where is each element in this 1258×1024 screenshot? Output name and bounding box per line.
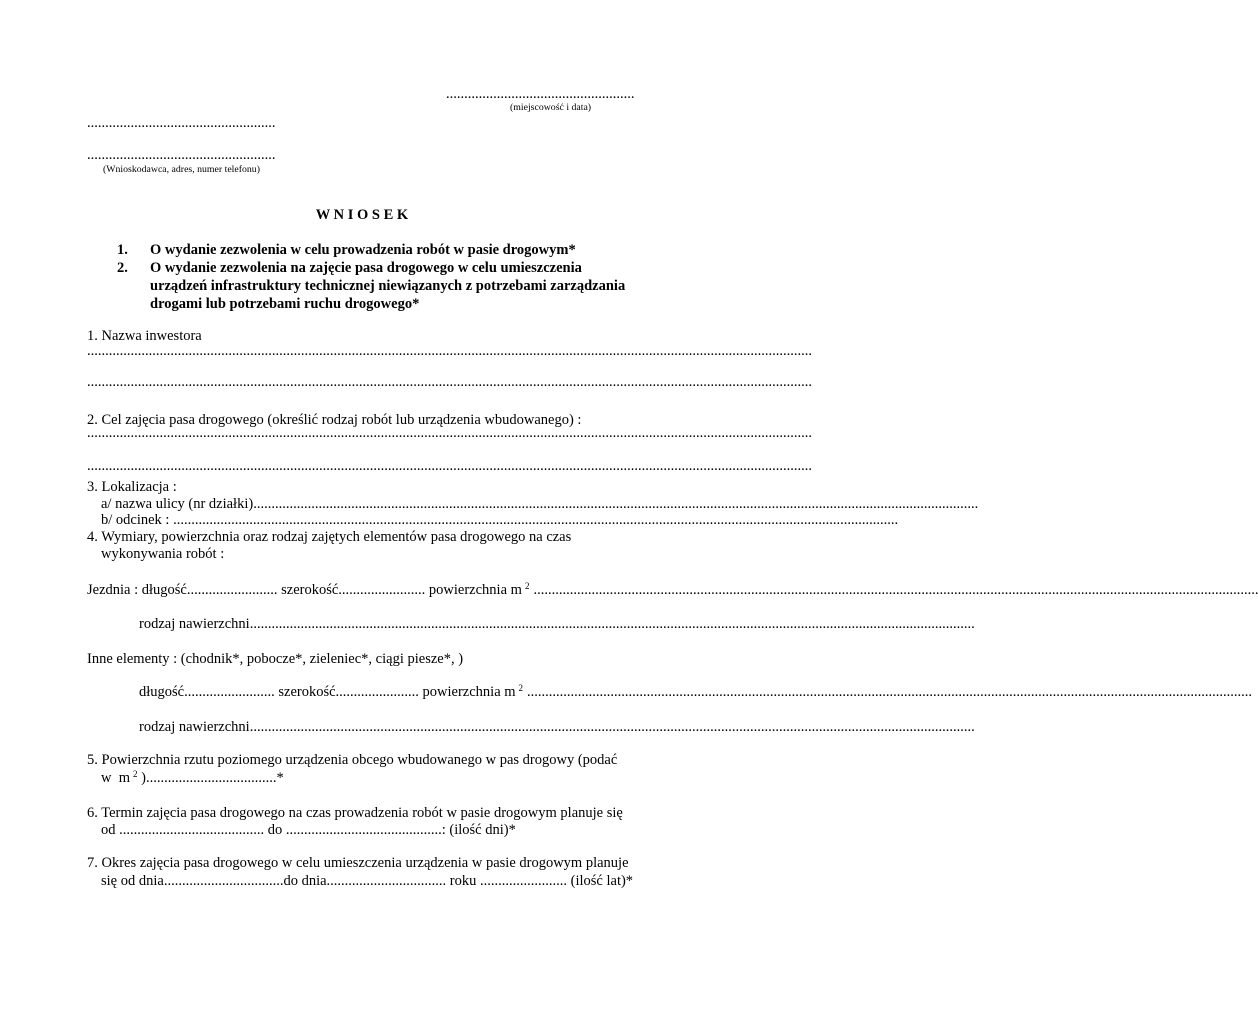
dimensions-label: 4. Wymiary, powierzchnia oraz rodzaj zajętych elementów pasa drogowego na czas: [87, 529, 572, 545]
roadway-area-exponent: 2: [524, 581, 530, 591]
segment-row: [101, 511, 899, 529]
purpose-fill-line: ........................................................................................................................................................................................................: [87, 425, 812, 441]
device-year-label: roku: [446, 873, 481, 889]
works-from-dots: ........................................: [119, 822, 265, 838]
other-area-label: powierzchnia m: [418, 684, 516, 700]
applicant-line-2: ....................................................: [87, 147, 276, 163]
roadway-area-label: powierzchnia m: [425, 582, 522, 598]
device-area-exponent: 2: [133, 769, 138, 779]
device-from-label: się od dnia: [101, 873, 164, 889]
works-period-row: [101, 821, 516, 839]
other-elements-row: [139, 683, 1253, 701]
roadway-area-dots: ........................................................................................................................................................................................................: [533, 582, 1258, 598]
other-elements-label: Inne elementy : (chodnik*, pobocze*, zieleniec*, ciągi piesze*, ): [87, 651, 464, 667]
works-to-label: do: [264, 822, 286, 838]
roadway-surface-dots: ........................................................................................................................................................................................................: [249, 616, 975, 632]
device-to-dots: .................................: [326, 873, 447, 889]
roadway-surface-row: [139, 615, 975, 633]
other-area-dots: ........................................................................................................................................................................................................: [527, 684, 1253, 700]
investor-label: 1. Nazwa inwestora: [87, 328, 202, 344]
place-date-caption: (miejscowość i data): [510, 102, 592, 113]
other-surface-dots: ........................................................................................................................................................................................................: [249, 719, 975, 735]
works-from-label: od: [101, 822, 120, 838]
device-area-label: 5. Powierzchnia rzutu poziomego urządzenia obcego wbudowanego w pas drogowy (podać: [87, 752, 618, 768]
applicant-caption: (Wnioskodawca, adres, numer telefonu): [103, 164, 260, 175]
roadway-length-label: Jezdnia : długość: [87, 582, 187, 598]
dimensions-label-continued: wykonywania robót :: [101, 546, 225, 562]
street-label: a/ nazwa ulicy (nr działki): [101, 496, 254, 512]
place-date-line: ....................................................: [446, 86, 635, 102]
request-text: urządzeń infrastruktury technicznej niewiązanych z potrzebami zarządzania: [150, 278, 626, 294]
device-area-unit: w m: [101, 770, 130, 786]
device-period-label: 7. Okres zajęcia pasa drogowego w celu umieszczenia urządzenia w pasie drogowym planuje: [87, 855, 629, 871]
works-period-label: 6. Termin zajęcia pasa drogowego na czas prowadzenia robót w pasie drogowym planuje się: [87, 805, 623, 821]
roadway-surface-label: rodzaj nawierzchni: [139, 616, 250, 632]
request-text: O wydanie zezwolenia na zajęcie pasa drogowego w celu umieszczenia: [150, 260, 582, 276]
device-area-unit-close: ): [137, 770, 146, 786]
purpose-label: 2. Cel zajęcia pasa drogowego (określić rodzaj robót lub urządzenia wbudowanego) :: [87, 412, 582, 428]
works-to-dots: ...........................................: [285, 822, 442, 838]
applicant-line-1: ....................................................: [87, 115, 276, 131]
request-number: 2.: [117, 260, 128, 276]
device-area-row: [101, 769, 284, 787]
investor-fill-line: ........................................................................................................................................................................................................: [87, 343, 812, 359]
request-text: O wydanie zezwolenia w celu prowadzenia robót w pasie drogowym*: [150, 242, 576, 258]
roadway-row: [87, 581, 1258, 599]
document-title: W N I O S E K: [315, 207, 409, 223]
roadway-width-label: szerokość: [277, 582, 339, 598]
roadway-width-dots: ........................: [338, 582, 426, 598]
investor-fill-line: ........................................................................................................................................................................................................: [87, 374, 812, 390]
device-to-label: do dnia: [283, 873, 327, 889]
device-years-dots: ........................: [480, 873, 568, 889]
footnote-mark: *: [276, 770, 284, 786]
device-years-label: (ilość lat)*: [567, 873, 634, 889]
request-number: 1.: [117, 242, 128, 258]
works-days-label: : (ilość dni)*: [441, 822, 516, 838]
segment-fill: ........................................................................................................................................................................................................: [173, 512, 899, 528]
purpose-fill-line: ........................................................................................................................................................................................................: [87, 458, 812, 474]
other-surface-label: rodzaj nawierzchni: [139, 719, 250, 735]
other-surface-row: [139, 718, 975, 736]
other-width-label: szerokość: [274, 684, 336, 700]
other-length-dots: .........................: [184, 684, 275, 700]
other-length-label: długość: [139, 684, 185, 700]
device-from-dots: .................................: [163, 873, 284, 889]
roadway-length-dots: .........................: [186, 582, 278, 598]
device-area-dots: ....................................: [145, 770, 277, 786]
location-label: 3. Lokalizacja :: [87, 479, 177, 495]
request-text: drogami lub potrzebami ruchu drogowego*: [150, 296, 420, 312]
other-width-dots: .......................: [335, 684, 419, 700]
street-fill: ........................................................................................................................................................................................................: [253, 496, 979, 512]
other-area-exponent: 2: [518, 683, 524, 693]
device-period-row: [101, 872, 633, 890]
segment-label: b/ odcinek :: [101, 512, 174, 528]
